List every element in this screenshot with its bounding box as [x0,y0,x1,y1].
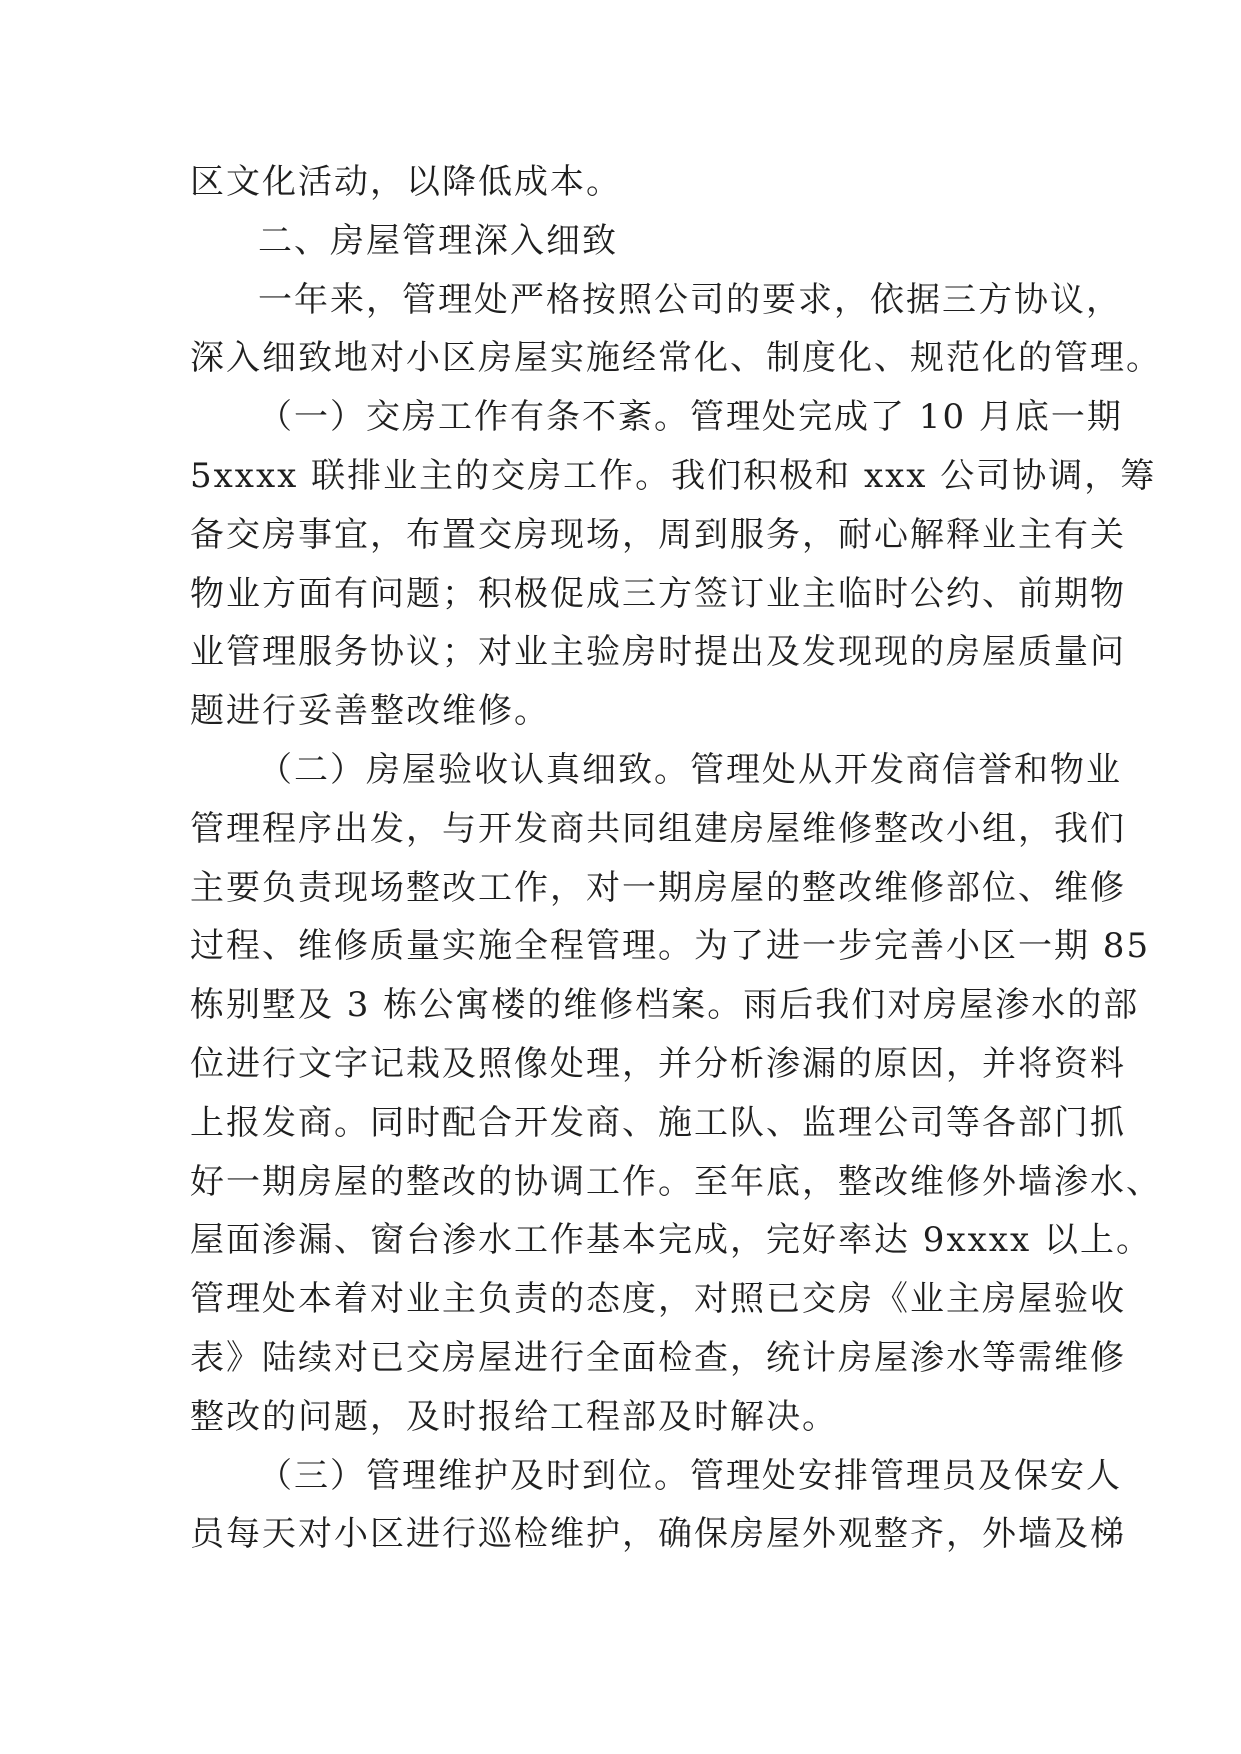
text-line: 位进行文字记栽及照像处理，并分析渗漏的原因，并将资料 [190,1043,1126,1084]
text-line: 屋面渗漏、窗台渗水工作基本完成，完好率达 9xxxx 以上。 [190,1220,1152,1261]
text-line: 管理处本着对业主负责的态度，对照已交房《业主房屋验收 [190,1279,1126,1320]
text-line: （二）房屋验收认真细致。管理处从开发商信誉和物业 [258,749,1122,790]
text-line: 题进行妥善整改维修。 [190,691,550,732]
text-line: 备交房事宜，布置交房现场，周到服务，耐心解释业主有关 [190,514,1126,555]
text-line: 管理程序出发，与开发商共同组建房屋维修整改小组，我们 [190,808,1126,849]
text-line: 好一期房屋的整改的协调工作。至年底，整改维修外墙渗水、 [190,1161,1162,1202]
text-line: 主要负责现场整改工作，对一期房屋的整改维修部位、维修 [190,867,1126,908]
text-line: （三）管理维护及时到位。管理处安排管理员及保安人 [258,1455,1122,1496]
text-line: 一年来，管理处严格按照公司的要求，依据三方协议， [258,279,1122,320]
text-line: 业管理服务协议；对业主验房时提出及发现现的房屋质量问 [190,632,1126,673]
text-line: 栋别墅及 3 栋公寓楼的维修档案。雨后我们对房屋渗水的部 [190,985,1140,1026]
text-line: 区文化活动，以降低成本。 [190,162,622,202]
text-line: 过程、维修质量实施全程管理。为了进一步完善小区一期 85 [190,926,1151,967]
text-line: （一）交房工作有条不紊。管理处完成了 10 月底一期 [258,397,1123,438]
document-body [190,153,1162,1564]
text-line: 员每天对小区进行巡检维护，确保房屋外观整齐，外墙及梯 [190,1514,1126,1555]
text-line: 整改的问题，及时报给工程部及时解决。 [190,1396,838,1437]
text-line: 上报发商。同时配合开发商、施工队、监理公司等各部门抓 [190,1102,1126,1143]
text-line: 深入细致地对小区房屋实施经常化、制度化、规范化的管理。 [190,338,1162,379]
text-line: 二、房屋管理深入细致 [258,220,618,261]
text-line: 物业方面有问题；积极促成三方签订业主临时公约、前期物 [190,573,1126,614]
text-line: 5xxxx 联排业主的交房工作。我们积极和 xxx 公司协调，筹 [190,455,1157,496]
text-line: 表》陆续对已交房屋进行全面检查，统计房屋渗水等需维修 [190,1337,1126,1378]
